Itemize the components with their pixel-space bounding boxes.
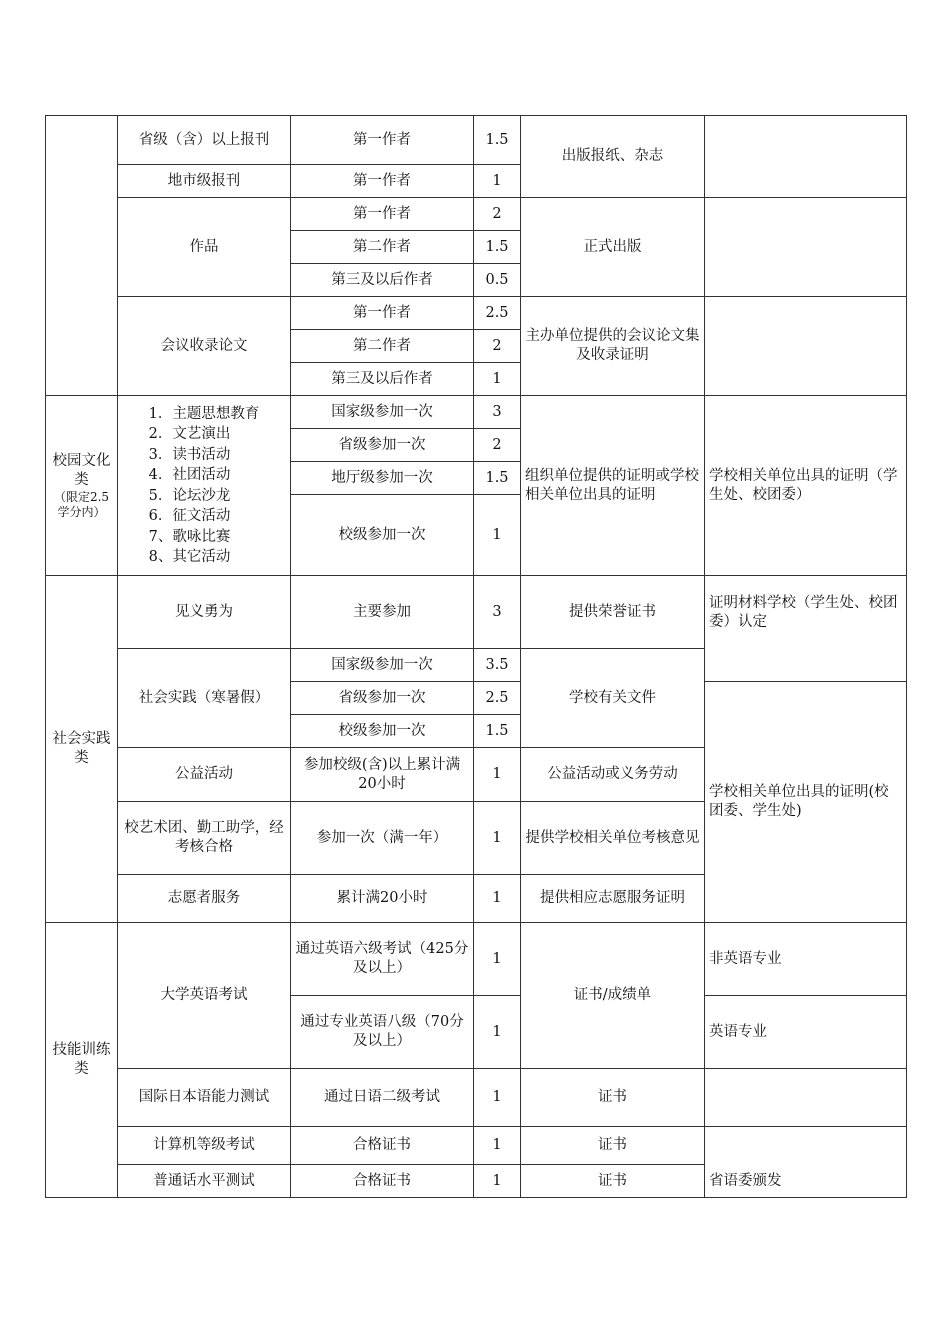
score-cell: 2 <box>474 198 521 231</box>
condition-cell: 第一作者 <box>291 165 474 198</box>
score-cell: 1 <box>474 996 521 1069</box>
category-cell: 社会实践类 <box>46 576 118 923</box>
item-cell: 地市级报刊 <box>118 165 291 198</box>
score-cell: 1.5 <box>474 116 521 165</box>
proof-cell: 提供学校相关单位考核意见 <box>521 802 705 875</box>
condition-cell: 累计满20小时 <box>291 875 474 923</box>
proof-cell: 组织单位提供的证明或学校相关单位出具的证明 <box>521 396 705 576</box>
list-item: 4．社团活动 <box>148 467 231 483</box>
item-list-cell <box>118 396 291 576</box>
category-cell: 技能训练类 <box>46 923 118 1198</box>
score-cell: 2 <box>474 429 521 462</box>
score-cell: 2.5 <box>474 297 521 330</box>
item-cell: 省级（含）以上报刊 <box>118 116 291 165</box>
condition-cell: 通过英语六级考试（425分及以上） <box>291 923 474 996</box>
remark-empty <box>705 297 907 396</box>
proof-cell: 学校有关文件 <box>521 649 705 748</box>
score-cell: 3.5 <box>474 649 521 682</box>
score-cell: 1 <box>474 875 521 923</box>
item-cell: 校艺术团、勤工助学，经考核合格 <box>118 802 291 875</box>
condition-cell: 第一作者 <box>291 116 474 165</box>
proof-cell: 提供相应志愿服务证明 <box>521 875 705 923</box>
credit-table <box>45 115 907 1198</box>
list-item: 7、歌咏比赛 <box>148 528 231 545</box>
condition-cell: 校级参加一次 <box>291 715 474 748</box>
table-row <box>46 1069 907 1127</box>
list-item: 1．主题思想教育 <box>148 405 260 422</box>
score-cell: 3 <box>474 576 521 649</box>
score-cell: 2.5 <box>474 682 521 715</box>
table-row <box>46 116 907 165</box>
list-item: 5．论坛沙龙 <box>148 487 231 504</box>
remark-cell: 省语委颁发 <box>705 1127 907 1198</box>
item-cell: 普通话水平测试 <box>118 1165 291 1198</box>
proof-cell: 证书/成绩单 <box>521 923 705 1069</box>
remark-cell: 证明材料学校（学生处、校团委）认定 <box>705 576 907 682</box>
remark-empty <box>705 116 907 198</box>
condition-cell: 校级参加一次 <box>291 495 474 576</box>
score-cell: 1 <box>474 495 521 576</box>
list-item: 2．文艺演出 <box>148 426 231 442</box>
condition-cell: 国家级参加一次 <box>291 649 474 682</box>
condition-cell: 参加一次（满一年） <box>291 802 474 875</box>
score-cell: 1 <box>474 1127 521 1165</box>
condition-cell: 第一作者 <box>291 198 474 231</box>
score-cell: 1 <box>474 1069 521 1127</box>
proof-cell: 公益活动或义务劳动 <box>521 748 705 802</box>
list-item: 6．征文活动 <box>148 508 231 524</box>
proof-cell: 证书 <box>521 1069 705 1127</box>
condition-cell: 第二作者 <box>291 330 474 363</box>
category-cell <box>46 396 118 576</box>
condition-cell: 国家级参加一次 <box>291 396 474 429</box>
condition-cell: 省级参加一次 <box>291 429 474 462</box>
proof-cell: 正式出版 <box>521 198 705 297</box>
table-row <box>46 198 907 231</box>
score-cell: 1 <box>474 748 521 802</box>
score-cell: 3 <box>474 396 521 429</box>
proof-cell: 出版报纸、杂志 <box>521 116 705 198</box>
item-cell: 国际日本语能力测试 <box>118 1069 291 1127</box>
score-cell: 0.5 <box>474 264 521 297</box>
remark-cell: 学校相关单位出具的证明(校团委、学生处) <box>705 682 907 923</box>
condition-cell: 通过专业英语八级（70分及以上） <box>291 996 474 1069</box>
condition-cell: 合格证书 <box>291 1165 474 1198</box>
remark-empty <box>705 198 907 297</box>
condition-cell: 地厅级参加一次 <box>291 462 474 495</box>
table-row <box>46 1127 907 1165</box>
score-cell: 1 <box>474 165 521 198</box>
condition-cell: 第三及以后作者 <box>291 363 474 396</box>
item-cell: 见义勇为 <box>118 576 291 649</box>
condition-cell: 主要参加 <box>291 576 474 649</box>
list-item: 3．读书活动 <box>148 446 231 463</box>
item-cell: 大学英语考试 <box>118 923 291 1069</box>
proof-cell: 提供荣誉证书 <box>521 576 705 649</box>
list-item: 8、其它活动 <box>148 549 231 565</box>
activity-list <box>149 404 260 568</box>
remark-empty <box>705 1069 907 1127</box>
item-cell: 志愿者服务 <box>118 875 291 923</box>
score-cell: 1.5 <box>474 462 521 495</box>
condition-cell: 合格证书 <box>291 1127 474 1165</box>
remark-cell: 非英语专业 <box>705 923 907 996</box>
condition-cell: 第一作者 <box>291 297 474 330</box>
category-note: （限定2.5学分内） <box>53 489 110 519</box>
item-cell: 公益活动 <box>118 748 291 802</box>
item-cell: 作品 <box>118 198 291 297</box>
proof-cell: 证书 <box>521 1127 705 1165</box>
condition-cell: 参加校级(含)以上累计满20小时 <box>291 748 474 802</box>
item-cell: 社会实践（寒暑假） <box>118 649 291 748</box>
category-label: 校园文化类 <box>52 452 111 488</box>
score-cell: 2 <box>474 330 521 363</box>
score-cell: 1 <box>474 923 521 996</box>
table-row <box>46 923 907 996</box>
score-cell: 1 <box>474 363 521 396</box>
table-row <box>46 396 907 429</box>
category-empty <box>46 116 118 396</box>
table-row <box>46 297 907 330</box>
remark-cell: 学校相关单位出具的证明（学生处、校团委） <box>705 396 907 576</box>
item-cell: 计算机等级考试 <box>118 1127 291 1165</box>
condition-cell: 通过日语二级考试 <box>291 1069 474 1127</box>
condition-cell: 第二作者 <box>291 231 474 264</box>
score-cell: 1.5 <box>474 231 521 264</box>
condition-cell: 第三及以后作者 <box>291 264 474 297</box>
condition-cell: 省级参加一次 <box>291 682 474 715</box>
score-cell: 1.5 <box>474 715 521 748</box>
table-row <box>46 576 907 649</box>
score-cell: 1 <box>474 1165 521 1198</box>
proof-cell: 主办单位提供的会议论文集及收录证明 <box>521 297 705 396</box>
score-cell: 1 <box>474 802 521 875</box>
remark-cell: 英语专业 <box>705 996 907 1069</box>
item-cell: 会议收录论文 <box>118 297 291 396</box>
proof-cell: 证书 <box>521 1165 705 1198</box>
